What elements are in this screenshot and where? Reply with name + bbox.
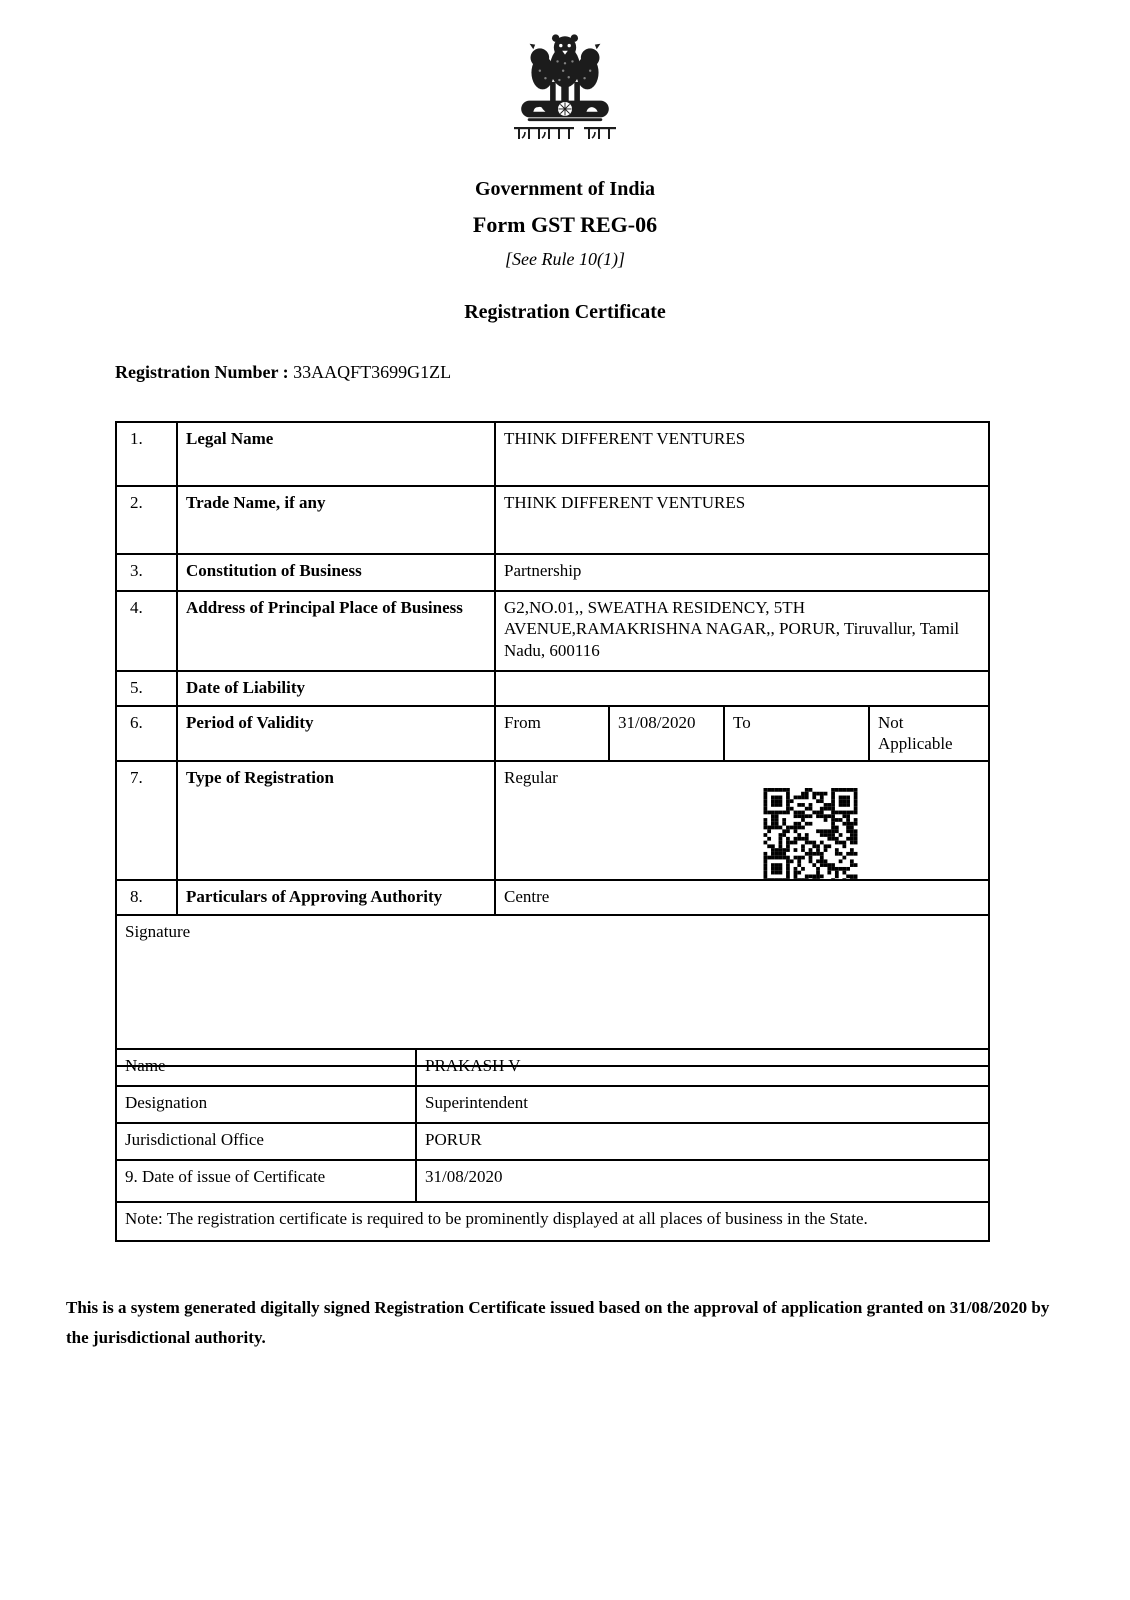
officer-field-value: Superintendent <box>416 1086 989 1123</box>
field-label: Period of Validity <box>177 706 495 761</box>
validity-from-label: From <box>495 706 609 761</box>
row-number: 3. <box>116 554 177 591</box>
table-row <box>116 1086 989 1123</box>
field-label: Type of Registration <box>177 761 495 880</box>
validity-to-label: To <box>724 706 869 761</box>
officer-field-value: PRAKASH V <box>416 1049 989 1086</box>
digital-signature-statement: This is a system generated digitally signed Registration Certificate issued based on the approval of application granted on 31/08/2020 by the jurisdictional authority. <box>66 1298 1050 1347</box>
field-value <box>495 671 989 706</box>
signature-row <box>116 915 989 1066</box>
table-row <box>116 1049 989 1086</box>
row-number: 8. <box>116 880 177 915</box>
table-row <box>116 422 989 486</box>
officer-field-label: 9. Date of issue of Certificate <box>116 1160 416 1202</box>
government-of-india-heading: Government of India <box>475 178 655 200</box>
row-number: 4. <box>116 591 177 671</box>
officer-field-value: PORUR <box>416 1123 989 1160</box>
field-label: Constitution of Business <box>177 554 495 591</box>
officer-field-value: 31/08/2020 <box>416 1160 989 1202</box>
field-label: Date of Liability <box>177 671 495 706</box>
table-row <box>116 1160 989 1202</box>
officer-field-label: Jurisdictional Office <box>116 1123 416 1160</box>
validity-from-date: 31/08/2020 <box>609 706 724 761</box>
registration-number-label: Registration Number : <box>115 362 289 382</box>
table-row <box>116 761 989 880</box>
row-number: 7. <box>116 761 177 880</box>
field-label: Address of Principal Place of Business <box>177 591 495 671</box>
field-label: Particulars of Approving Authority <box>177 880 495 915</box>
emblem-block <box>0 26 1130 141</box>
row-number: 6. <box>116 706 177 761</box>
approving-officer-table <box>115 1048 990 1242</box>
qr-code <box>762 788 859 880</box>
officer-field-label: Designation <box>116 1086 416 1123</box>
note-row <box>116 1202 989 1241</box>
table-row <box>116 1123 989 1160</box>
emblem-of-india-icon <box>509 26 621 122</box>
form-name-heading: Form GST REG-06 <box>472 212 658 237</box>
display-note: Note: The registration certificate is required to be prominently displayed at all places of business in the State. <box>116 1202 989 1241</box>
table-row <box>116 591 989 671</box>
registration-number-line <box>115 362 451 383</box>
certificate-title: Registration Certificate <box>464 301 666 323</box>
table-row <box>116 706 989 761</box>
field-value: THINK DIFFERENT VENTURES <box>495 422 989 486</box>
table-row <box>116 880 989 915</box>
field-value: Partnership <box>495 554 989 591</box>
document-header <box>0 178 1130 270</box>
field-value: Centre <box>495 880 989 915</box>
table-row <box>116 486 989 554</box>
field-value: THINK DIFFERENT VENTURES <box>495 486 989 554</box>
certificate-details-table <box>115 421 990 1067</box>
row-number: 5. <box>116 671 177 706</box>
field-value: Regular <box>504 767 558 787</box>
registration-number-value: 33AAQFT3699G1ZL <box>293 362 452 382</box>
validity-to-value: Not Applicable <box>869 706 989 761</box>
officer-field-label: Name <box>116 1049 416 1086</box>
satyameva-jayate-motto <box>514 126 616 141</box>
rule-reference: [See Rule 10(1)] <box>505 249 625 269</box>
row-number: 1. <box>116 422 177 486</box>
field-value: G2,NO.01,, SWEATHA RESIDENCY, 5TH AVENUE,RAMAKRISHNA NAGAR,, PORUR, Tiruvallur, Tamil Nadu, 600116 <box>495 591 989 671</box>
table-row <box>116 554 989 591</box>
table-row <box>116 671 989 706</box>
field-label: Legal Name <box>177 422 495 486</box>
signature-area: Signature <box>116 915 989 1066</box>
registration-type-cell <box>495 761 989 880</box>
row-number: 2. <box>116 486 177 554</box>
field-label: Trade Name, if any <box>177 486 495 554</box>
